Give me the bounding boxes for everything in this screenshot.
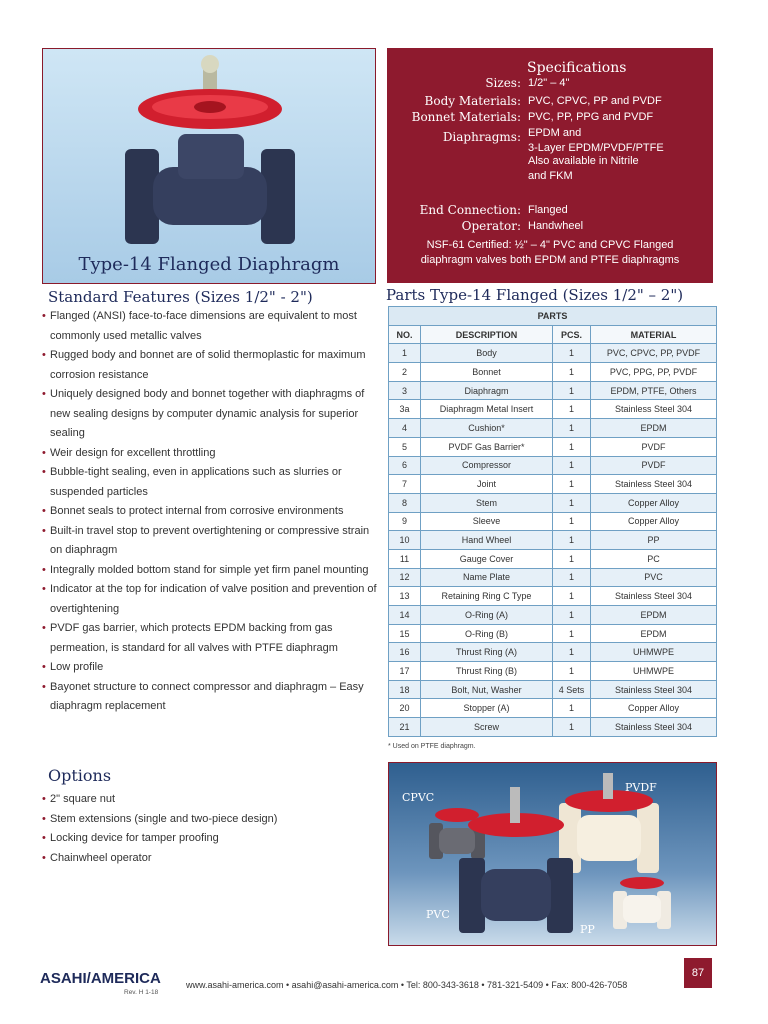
table-cell: 2 (389, 363, 421, 382)
table-cell: 9 (389, 512, 421, 531)
spec-value: and FKM (528, 170, 573, 182)
table-cell: 1 (553, 381, 591, 400)
table-row (389, 643, 717, 662)
table-cell: Retaining Ring C Type (421, 587, 553, 606)
table-cell: 10 (389, 531, 421, 550)
table-cell: Gauge Cover (421, 549, 553, 568)
table-cell: 1 (553, 475, 591, 494)
table-row (389, 699, 717, 718)
table-cell: Copper Alloy (591, 493, 717, 512)
table-row (389, 437, 717, 456)
list-item: • Built-in travel stop to prevent overtightening or compressive strain on diaphragm (42, 522, 377, 561)
table-cell: Diaphragm (421, 381, 553, 400)
features-list (42, 307, 377, 717)
list-item: • PVDF gas barrier, which protects EPDM backing from gas permeation, is standard for all valves with PTFE diaphragm (42, 619, 377, 658)
table-cell: EPDM (591, 606, 717, 625)
nsf-line: NSF-61 Certified: ½" – 4" PVC and CPVC Flanged (426, 239, 674, 251)
spec-label: End Connection: (419, 203, 521, 217)
table-row (389, 344, 717, 363)
spec-title: Specifications (527, 60, 627, 76)
spec-label: Operator: (461, 219, 521, 233)
table-cell: EPDM, PTFE, Others (591, 381, 717, 400)
table-cell: Stainless Steel 304 (591, 587, 717, 606)
material-label-pvdf: PVDF (625, 781, 657, 794)
table-row (389, 493, 717, 512)
table-cell: 1 (553, 531, 591, 550)
spec-value: PVC, PP, PPG and PVDF (528, 111, 654, 123)
table-cell: Joint (421, 475, 553, 494)
table-row (389, 363, 717, 382)
table-row (389, 475, 717, 494)
table-cell: Bonnet (421, 363, 553, 382)
table-cell: Name Plate (421, 568, 553, 587)
table-row (389, 531, 717, 550)
table-cell: 1 (553, 456, 591, 475)
table-cell: Thrust Ring (A) (421, 643, 553, 662)
table-cell: 7 (389, 475, 421, 494)
table-cell: Stem (421, 493, 553, 512)
features-heading: Standard Features (Sizes 1/2" - 2") (48, 288, 313, 306)
table-cell: PVDF Gas Barrier* (421, 437, 553, 456)
table-cell: Stainless Steel 304 (591, 475, 717, 494)
table-cell: 13 (389, 587, 421, 606)
table-cell: 14 (389, 606, 421, 625)
table-cell: 6 (389, 456, 421, 475)
table-cell: 11 (389, 549, 421, 568)
spec-value: EPDM and (528, 127, 582, 139)
table-row (389, 512, 717, 531)
table-row (389, 606, 717, 625)
table-row (389, 549, 717, 568)
table-cell: 1 (553, 363, 591, 382)
table-cell: Screw (421, 718, 553, 737)
table-cell: Hand Wheel (421, 531, 553, 550)
table-cell: UHMWPE (591, 662, 717, 681)
table-cell: 1 (553, 419, 591, 438)
table-cell: 1 (553, 512, 591, 531)
material-label-pvc: PVC (426, 908, 450, 921)
list-item: • Weir design for excellent throttling (42, 444, 377, 464)
spec-value: Handwheel (528, 220, 584, 232)
table-cell: Compressor (421, 456, 553, 475)
table-cell: Copper Alloy (591, 699, 717, 718)
product-photo (42, 48, 376, 284)
table-cell: 1 (553, 662, 591, 681)
table-cell: 21 (389, 718, 421, 737)
brand-logo: ASAHI/AMERICA (40, 970, 161, 987)
valve-family-photo (388, 762, 717, 946)
options-heading: Options (48, 766, 112, 785)
table-cell: EPDM (591, 624, 717, 643)
parts-heading: Parts Type-14 Flanged (Sizes 1/2" – 2") (386, 286, 684, 304)
table-cell: Cushion* (421, 419, 553, 438)
table-footnote: * Used on PTFE diaphragm. (388, 743, 476, 750)
table-row (389, 624, 717, 643)
spec-label: Bonnet Materials: (411, 110, 521, 124)
contact-info: www.asahi-america.com • asahi@asahi-america.com • Tel: 800-343-3618 • 781-321-5409 • Fax: 800-426-7058 (186, 980, 628, 990)
table-cell: PVDF (591, 437, 717, 456)
table-cell: PVDF (591, 456, 717, 475)
spec-value: 1/2" – 4" (528, 77, 570, 89)
material-label-cpvc: CPVC (402, 791, 435, 804)
table-cell: Copper Alloy (591, 512, 717, 531)
table-cell: 1 (553, 606, 591, 625)
product-title: Type-14 Flanged Diaphragm (78, 254, 340, 275)
table-cell: 17 (389, 662, 421, 681)
list-item: • Flanged (ANSI) face-to-face dimensions are equivalent to most commonly used metallic valves (42, 307, 377, 346)
list-item: • Low profile (42, 658, 377, 678)
table-cell: 16 (389, 643, 421, 662)
page-number: 87 (684, 958, 712, 988)
table-cell: 3a (389, 400, 421, 419)
table-cell: 1 (553, 699, 591, 718)
table-cell: EPDM (591, 419, 717, 438)
table-cell: Stainless Steel 304 (591, 400, 717, 419)
table-row (389, 680, 717, 699)
table-cell: 1 (553, 718, 591, 737)
table-cell: UHMWPE (591, 643, 717, 662)
table-row (389, 662, 717, 681)
table-cell: Thrust Ring (B) (421, 662, 553, 681)
table-cell: 4 Sets (553, 680, 591, 699)
table-cell: 5 (389, 437, 421, 456)
table-cell: O-Ring (B) (421, 624, 553, 643)
list-item: • Locking device for tamper proofing (42, 829, 377, 849)
table-cell: 1 (553, 549, 591, 568)
table-cell: 4 (389, 419, 421, 438)
table-row (389, 718, 717, 737)
material-label-pp: PP (580, 923, 595, 936)
table-caption: PARTS (389, 307, 717, 326)
spec-label: Diaphragms: (442, 130, 521, 144)
table-row (389, 400, 717, 419)
column-header: NO. (389, 325, 421, 344)
parts-table (388, 306, 717, 737)
nsf-certification (387, 238, 713, 268)
table-cell: PP (591, 531, 717, 550)
list-item: • Chainwheel operator (42, 849, 377, 869)
column-header: DESCRIPTION (421, 325, 553, 344)
table-cell: 1 (553, 568, 591, 587)
table-cell: 18 (389, 680, 421, 699)
options-list (42, 790, 377, 868)
list-item: • Stem extensions (single and two-piece design) (42, 810, 377, 830)
spec-value: Flanged (528, 204, 568, 216)
table-cell: O-Ring (A) (421, 606, 553, 625)
list-item: • Integrally molded bottom stand for simple yet firm panel mounting (42, 561, 377, 581)
table-row (389, 456, 717, 475)
table-cell: 1 (553, 493, 591, 512)
column-header: PCS. (553, 325, 591, 344)
table-cell: 20 (389, 699, 421, 718)
spec-value: 3-Layer EPDM/PVDF/PTFE (528, 142, 664, 154)
table-cell: Diaphragm Metal Insert (421, 400, 553, 419)
table-cell: 1 (553, 587, 591, 606)
table-cell: Stainless Steel 304 (591, 718, 717, 737)
table-cell: 1 (553, 437, 591, 456)
table-cell: 3 (389, 381, 421, 400)
table-cell: 12 (389, 568, 421, 587)
table-row (389, 568, 717, 587)
list-item: • Rugged body and bonnet are of solid thermoplastic for maximum corrosion resistance (42, 346, 377, 385)
nsf-line: diaphragm valves both EPDM and PTFE diaphragms (420, 254, 680, 266)
table-cell: PVC, CPVC, PP, PVDF (591, 344, 717, 363)
table-cell: 1 (553, 643, 591, 662)
table-cell: PVC, PPG, PP, PVDF (591, 363, 717, 382)
spec-value: Also available in Nitrile (528, 155, 639, 167)
spec-value: PVC, CPVC, PP and PVDF (528, 95, 662, 107)
table-row (389, 419, 717, 438)
table-cell: Body (421, 344, 553, 363)
table-row (389, 381, 717, 400)
table-cell: 15 (389, 624, 421, 643)
table-cell: Bolt, Nut, Washer (421, 680, 553, 699)
list-item: • 2" square nut (42, 790, 377, 810)
table-cell: 8 (389, 493, 421, 512)
list-item: • Bayonet structure to connect compressor and diaphragm – Easy diaphragm replacement (42, 678, 377, 717)
list-item: • Bonnet seals to protect internal from corrosive environments (42, 502, 377, 522)
table-cell: PC (591, 549, 717, 568)
table-cell: 1 (389, 344, 421, 363)
table-cell: Stopper (A) (421, 699, 553, 718)
spec-label: Sizes: (485, 76, 521, 90)
valve-illustration (43, 49, 376, 259)
table-row (389, 587, 717, 606)
table-cell: PVC (591, 568, 717, 587)
list-item: • Bubble-tight sealing, even in applications such as slurries or suspended particles (42, 463, 377, 502)
list-item: • Uniquely designed body and bonnet together with diaphragms of new sealing designs by computer dynamic analysis for superior sealing (42, 385, 377, 444)
list-item: • Indicator at the top for indication of valve position and prevention of overtightening (42, 580, 377, 619)
column-header: MATERIAL (591, 325, 717, 344)
table-cell: 1 (553, 344, 591, 363)
specifications-panel (387, 48, 713, 283)
table-cell: 1 (553, 400, 591, 419)
parts-table-body (389, 344, 717, 736)
spec-label: Body Materials: (424, 94, 521, 108)
table-cell: 1 (553, 624, 591, 643)
table-cell: Sleeve (421, 512, 553, 531)
revision-note: Rev. H 1-18 (124, 989, 159, 996)
table-cell: Stainless Steel 304 (591, 680, 717, 699)
